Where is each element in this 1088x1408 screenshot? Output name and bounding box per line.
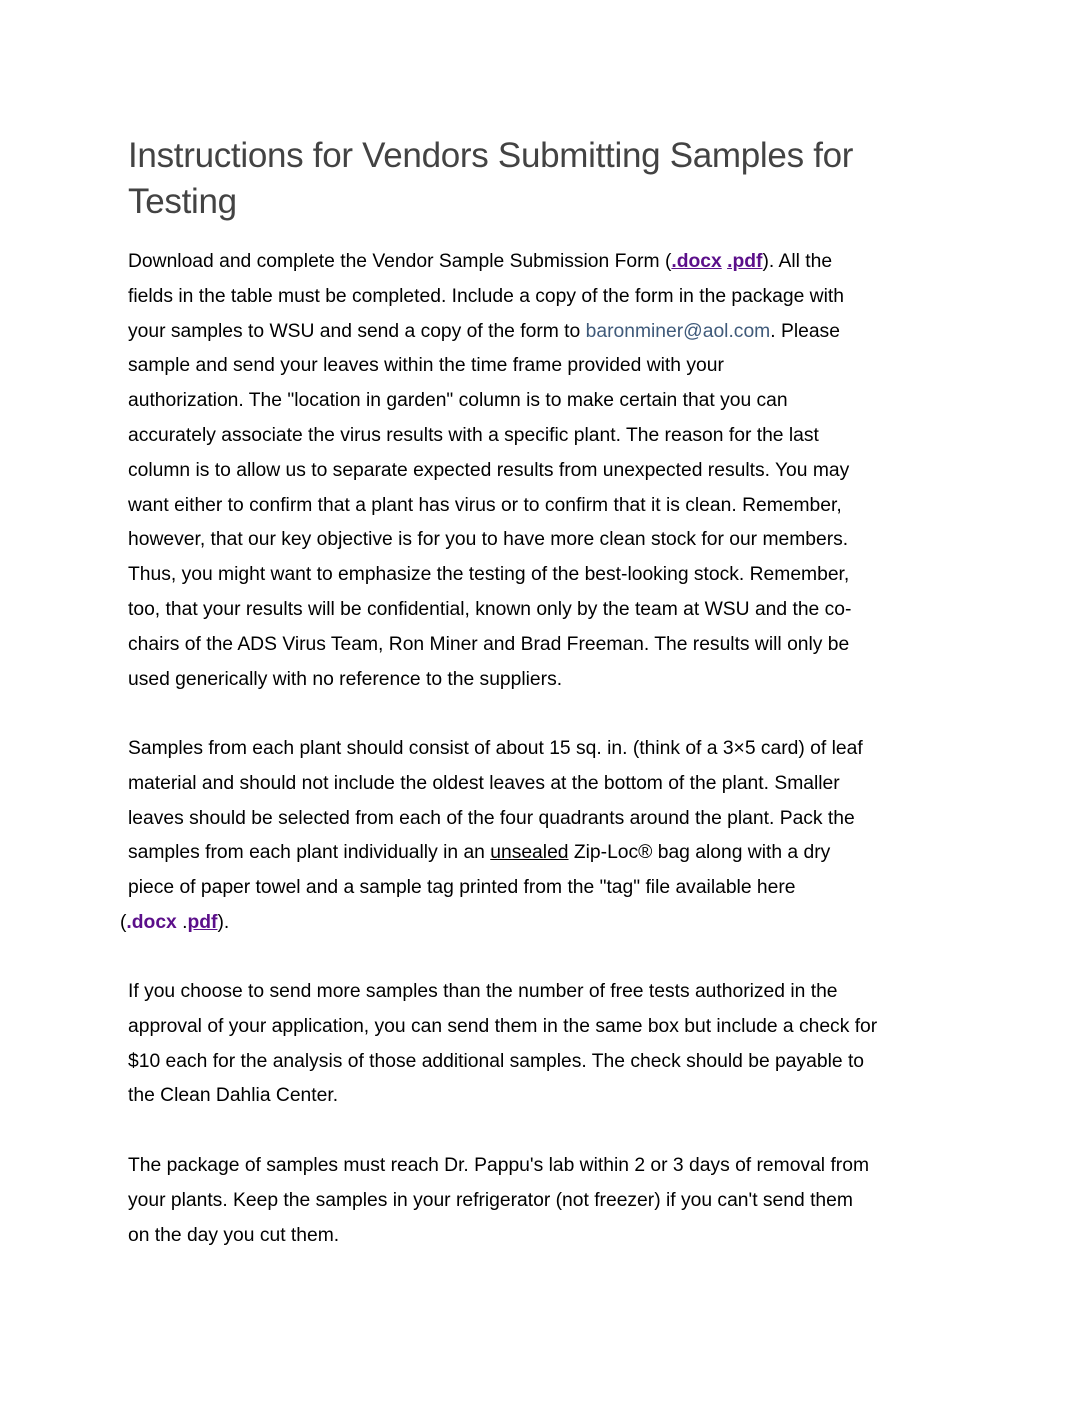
text-line: want either to confirm that a plant has virus or to confirm that it is clean. Remember,	[128, 494, 842, 516]
paragraph-shipping-timing	[128, 1149, 869, 1253]
paragraph-download-instructions	[128, 245, 851, 697]
paragraph-extra-samples	[128, 975, 877, 1114]
text-line: leaves should be selected from each of the four quadrants around the plant. Pack the	[128, 807, 855, 829]
text-line: (.docx .pdf).	[120, 911, 230, 933]
title-line: Instructions for Vendors Submitting Samples for	[128, 136, 854, 175]
text-line: Thus, you might want to emphasize the testing of the best-looking stock. Remember,	[128, 564, 850, 586]
text-line: Samples from each plant should consist of about 15 sq. in. (think of a 3×5 card) of leaf	[128, 738, 863, 759]
text-line: $10 each for the analysis of those additional samples. The check should be payable to	[128, 1050, 865, 1072]
text-line: however, that our key objective is for you to have more clean stock for our members.	[128, 529, 849, 551]
text-line: the Clean Dahlia Center.	[128, 1085, 339, 1107]
text-line: If you choose to send more samples than the number of free tests authorized in the	[128, 981, 838, 1002]
text-line: authorization. The "location in garden" column is to make certain that you can	[128, 390, 788, 412]
paragraph-sample-packing	[120, 732, 863, 941]
title-line: Testing	[128, 182, 237, 221]
text-line: The package of samples must reach Dr. Pappu's lab within 2 or 3 days of removal from	[128, 1155, 870, 1176]
text-line: your plants. Keep the samples in your refrigerator (not freezer) if you can't send them	[128, 1189, 853, 1211]
email-link[interactable]: baronminer@aol.com	[585, 320, 771, 342]
form-docx-link[interactable]: .docx	[671, 251, 722, 272]
tag-pdf-link[interactable]: pdf	[187, 911, 218, 933]
tag-docx-link[interactable]: .docx	[126, 911, 177, 933]
form-pdf-link[interactable]: .pdf	[727, 251, 763, 272]
text-line: your samples to WSU and send a copy of the form to baronminer@aol.com. Please	[128, 320, 840, 342]
text-line: too, that your results will be confidential, known only by the team at WSU and the co-	[128, 598, 852, 620]
text-line: on the day you cut them.	[128, 1224, 340, 1246]
text-line: chairs of the ADS Virus Team, Ron Miner and Brad Freeman. The results will only be	[128, 633, 850, 655]
page-title	[128, 133, 968, 225]
text-line: fields in the table must be completed. Include a copy of the form in the package with	[128, 285, 844, 307]
text-line: samples from each plant individually in an unsealed Zip-Loc® bag along with a dry	[128, 842, 831, 864]
text-line: used generically with no reference to the suppliers.	[128, 668, 563, 690]
unsealed-emphasis: unsealed	[490, 842, 569, 864]
text-line: piece of paper towel and a sample tag printed from the "tag" file available here	[128, 877, 796, 899]
text-line: approval of your application, you can send them in the same box but include a check for	[128, 1015, 878, 1037]
text-line: column is to allow us to separate expected results from unexpected results. You may	[128, 459, 850, 481]
text-line: Download and complete the Vendor Sample Submission Form (.docx .pdf). All the	[128, 251, 833, 272]
text-line: sample and send your leaves within the time frame provided with your	[128, 355, 724, 377]
text-line: material and should not include the oldest leaves at the bottom of the plant. Smaller	[128, 772, 840, 794]
text-line: accurately associate the virus results with a specific plant. The reason for the last	[128, 424, 819, 446]
